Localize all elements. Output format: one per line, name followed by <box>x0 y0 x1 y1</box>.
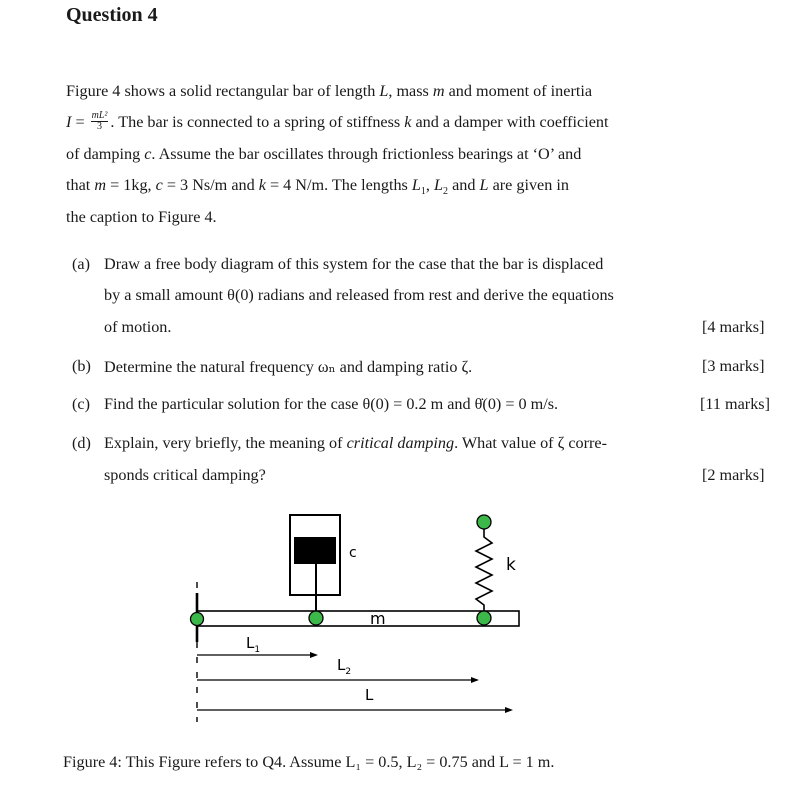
intro-text: = 4 N/m. The lengths <box>265 176 412 194</box>
var-k: k <box>404 113 412 132</box>
subscript: 2 <box>443 186 449 198</box>
question-d-text: Explain, very briefly, the meaning of <box>104 434 347 452</box>
question-c-line-1: Find the particular solution for the case θ(0) = 0.2 m and θ̇(0) = 0 m/s. <box>104 395 559 413</box>
intro-text: that <box>66 176 95 194</box>
question-a-line-2: by a small amount θ(0) radians and released from rest and derive the equations <box>104 286 614 304</box>
intro-text: = 3 Ns/m and <box>162 176 259 194</box>
rectangular-bar <box>197 611 519 626</box>
question-c-marks: [11 marks] <box>700 395 770 413</box>
intro-text: , mass <box>388 82 433 100</box>
question-d-marks: [2 marks] <box>702 466 765 484</box>
question-c-label: (c) <box>72 395 90 413</box>
var-k: k <box>258 176 266 194</box>
intro-line-5: the caption to Figure 4. <box>66 208 217 226</box>
dim-L1-subscript: 1 <box>254 645 261 655</box>
question-d-line-2: sponds critical damping? <box>104 466 266 484</box>
question-d-label: (d) <box>72 434 91 452</box>
var-L1: L <box>411 176 421 194</box>
spring-label: k <box>506 555 516 575</box>
pivot-bearing-icon <box>191 613 204 626</box>
intro-text: , <box>425 176 435 194</box>
damper-joint-icon <box>309 611 323 625</box>
var-m: m <box>94 176 107 194</box>
question-a-marks: [4 marks] <box>702 318 765 336</box>
arrowhead-L <box>505 707 513 713</box>
fraction-numerator: mL² <box>91 110 108 121</box>
intro-text: of damping <box>66 145 145 163</box>
question-b-label: (b) <box>72 357 91 375</box>
dimension-label-L2 <box>337 656 351 677</box>
question-b-line-1: Determine the natural frequency ωₙ and damping ratio ζ. <box>104 358 473 376</box>
dimension-label-L: L <box>365 686 374 704</box>
dimension-label-L1 <box>246 634 260 655</box>
spring-bottom-joint-icon <box>477 611 491 625</box>
var-L2: L <box>434 176 444 194</box>
intro-text: = 1kg, <box>106 176 156 194</box>
spring-coil <box>476 529 492 612</box>
damper-label: c <box>349 545 357 561</box>
subscript: 1 <box>420 186 426 198</box>
question-d-text: . What value of ζ corre- <box>454 434 607 452</box>
var-I: I <box>66 113 72 132</box>
critical-damping-term: critical damping <box>346 434 455 452</box>
intro-text: and moment of inertia <box>444 82 593 100</box>
var-L: L <box>379 82 389 100</box>
arrowhead-L2 <box>471 677 479 683</box>
dim-L2-letter: L <box>337 656 346 674</box>
var-m: m <box>432 82 445 100</box>
intro-text: and <box>448 176 480 194</box>
question-title: Question 4 <box>66 4 158 26</box>
var-L: L <box>479 176 489 194</box>
question-a-label: (a) <box>72 255 90 273</box>
fraction-denominator: 3 <box>97 121 103 132</box>
arrowhead-L1 <box>310 652 318 658</box>
intro-text: . The bar is connected to a spring of stiffness <box>110 113 405 132</box>
figure-caption: Figure 4: This Figure refers to Q4. Assume L₁ = 0.5, L₂ = 0.75 and L = 1 m. <box>63 753 555 771</box>
var-c: c <box>155 176 163 194</box>
intro-text: Figure 4 shows a solid rectangular bar of length <box>66 82 380 100</box>
intro-text: and a damper with coefficient <box>411 113 609 132</box>
dim-L1-letter: L <box>246 634 255 652</box>
question-a-line-1: Draw a free body diagram of this system for the case that the bar is displaced <box>104 255 604 273</box>
damper-piston <box>294 537 336 564</box>
mass-label: m <box>370 609 386 628</box>
question-b-marks: [3 marks] <box>702 357 765 375</box>
question-a-line-3: of motion. <box>104 318 172 336</box>
spring-top-anchor-icon <box>477 515 491 529</box>
dim-L2-subscript: 2 <box>345 667 352 677</box>
var-c: c <box>144 145 152 163</box>
intro-text: are given in <box>488 176 569 194</box>
equals: = <box>71 113 89 132</box>
intro-text: . Assume the bar oscillates through frictionless bearings at ‘O’ and <box>151 145 582 163</box>
